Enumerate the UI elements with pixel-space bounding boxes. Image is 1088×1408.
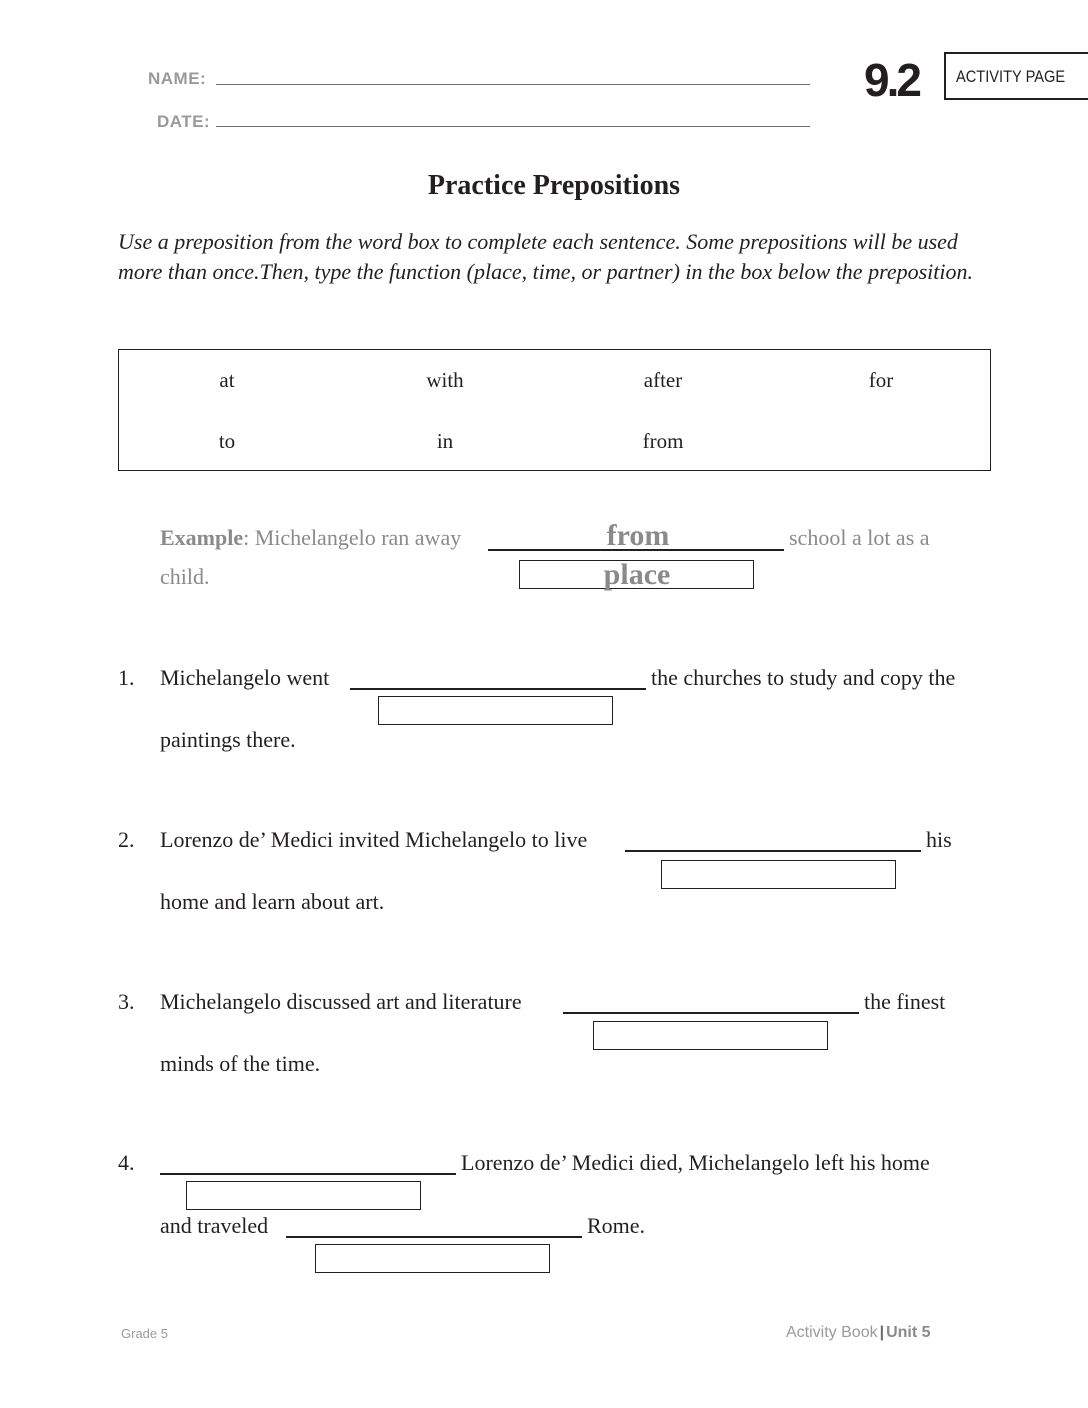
- question-1-answer-blank[interactable]: [350, 688, 646, 690]
- example-sentence: [160, 525, 461, 551]
- question-4-function-box-2[interactable]: [315, 1244, 550, 1273]
- question-number: 4.: [118, 1150, 135, 1175]
- name-label: NAME:: [148, 69, 207, 88]
- instructions: Use a preposition from the word box to complete each sentence. Some prepositions will be used more than once.Then, type the function (place, time, or partner) in the box below the preposition.: [118, 229, 973, 284]
- word-box: [118, 349, 991, 471]
- question-3-answer-blank[interactable]: [563, 1012, 859, 1014]
- example-text-after: school a lot as a: [789, 525, 930, 550]
- question-2-function-box[interactable]: [661, 860, 896, 889]
- activity-page-label: ACTIVITY PAGE: [956, 67, 1066, 86]
- footer-book-unit: [786, 1324, 931, 1342]
- example-blank: [488, 549, 784, 551]
- question-number: 3.: [118, 989, 135, 1014]
- question-2-text-line2: home and learn about art.: [160, 889, 385, 914]
- question-3-text-after: the finest: [864, 989, 946, 1014]
- question-4-function-box-1[interactable]: [186, 1181, 421, 1210]
- date-line[interactable]: [216, 126, 810, 127]
- example-text-line2: child.: [160, 564, 210, 589]
- example-text-before: : Michelangelo ran away: [243, 525, 462, 550]
- question-1-function-box[interactable]: [378, 696, 613, 725]
- question-4-text-line2-before: and traveled: [160, 1213, 269, 1238]
- word-to: to: [218, 429, 236, 453]
- question-number: 2.: [118, 827, 135, 852]
- question-4-text-after: Lorenzo de’ Medici died, Michelangelo left his home: [461, 1150, 930, 1175]
- page-title: Practice Prepositions: [427, 170, 681, 201]
- question-2-answer-blank[interactable]: [625, 850, 921, 852]
- question-3-function-box[interactable]: [593, 1021, 828, 1050]
- question-3-text-line2: minds of the time.: [160, 1051, 321, 1076]
- example-answer: from: [606, 519, 670, 552]
- date-label: DATE:: [157, 112, 211, 131]
- question-3-text-before: Michelangelo discussed art and literature: [160, 989, 522, 1014]
- footer-book: Activity Book: [786, 1324, 878, 1341]
- activity-page-badge: [944, 52, 1088, 100]
- word-from: from: [642, 429, 684, 453]
- example-function: place: [603, 558, 671, 591]
- footer-grade: Grade 5: [121, 1326, 168, 1341]
- word-with: with: [426, 368, 464, 392]
- word-after: after: [643, 368, 683, 392]
- question-1-text-after: the churches to study and copy the: [651, 665, 956, 690]
- question-1-text-line2: paintings there.: [160, 727, 296, 752]
- word-in: in: [436, 429, 454, 453]
- question-2-text-before: Lorenzo de’ Medici invited Michelangelo to live: [160, 827, 588, 852]
- question-4-text-line2-after: Rome.: [587, 1213, 646, 1238]
- footer-separator: |: [879, 1324, 885, 1341]
- footer-unit: Unit 5: [886, 1324, 931, 1341]
- activity-number: 9.2: [864, 54, 919, 106]
- name-line[interactable]: [216, 84, 810, 85]
- question-2-text-after: his: [926, 827, 952, 852]
- question-4-answer-blank-2[interactable]: [286, 1236, 582, 1238]
- question-1-text-before: Michelangelo went: [160, 665, 330, 690]
- question-number: 1.: [118, 665, 135, 690]
- question-4-answer-blank-1[interactable]: [160, 1173, 456, 1175]
- word-for: for: [868, 368, 894, 392]
- example-label: Example: [160, 525, 244, 550]
- word-at: at: [219, 368, 235, 392]
